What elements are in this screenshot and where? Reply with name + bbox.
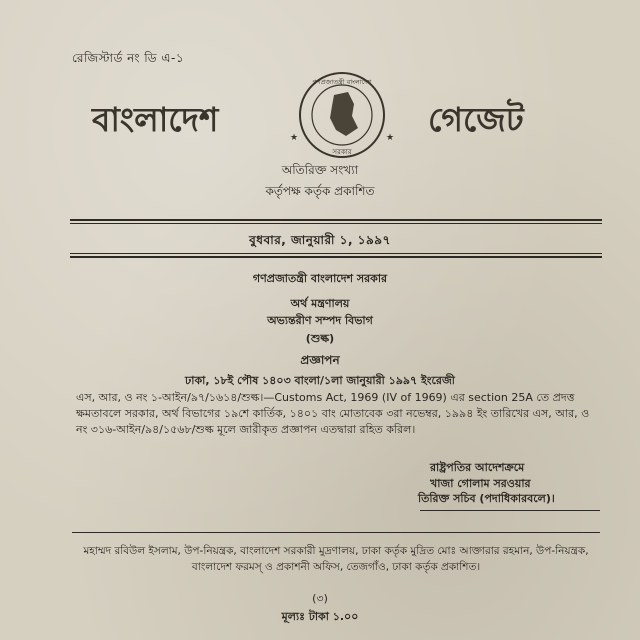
government-seal [272,70,412,160]
division-name: অভ্যন্তরীণ সম্পদ বিভাগ [267,314,373,327]
page-number: (৩) [312,592,328,605]
signature-order: রাষ্ট্রপতির আদেশক্রমে [430,461,525,474]
masthead-title-left: বাংলাদেশ [92,100,219,139]
divider [70,256,602,258]
seal-top-text: গণপ্রজাতন্ত্রী বাংলাদেশ [312,78,372,86]
divider [420,510,600,511]
divider [70,253,602,254]
government-name: গণপ্রজাতন্ত্রী বাংলাদেশ সরকার [252,272,388,285]
masthead-title-right: গেজেট [428,100,524,139]
divider [70,223,602,224]
bangladesh-map-icon [330,92,358,136]
notification-heading: প্রজ্ঞাপন [300,353,340,367]
extraordinary-label: অতিরিক্ত সংখ্যা [281,163,359,177]
notification-body: এস, আর, ও নং ১-আইন/৯৭/১৬১৪/শুল্ক।—Customs Act, 1969 (IV of 1969) এর section 25A তে প্রদত্ত ক্ষমতাবলে সরকার, অর্থ বিভাগের ১৯শে কার্তিক, ১৪০১ বাং মোতাবেক ৩রা নভেম্বর, ১৯৯৪ ইং তারিখের এস, আর, ও নং ৩১৬-আইন/৯৪/১৫৬৮/শুল্ক মূলে জারীকৃত প্রজ্ঞাপন এতদ্বারা রহিত করিল। [76,391,590,436]
printer-imprint: মহাম্মদ রবিউল ইসলাম, উপ-নিয়ন্ত্রক, বাংলাদেশ সরকারী মুদ্রণালয়, ঢাকা কর্তৃক মুদ্রিত মোঃ আক্তারার রহমান, উপ-নিয়ন্ত্রক, বাংলাদেশ ফরমস্ ও প্রকাশনী অফিস, তেজগাঁও, ঢাকা কর্তৃক প্রকাশিত। [83,545,589,573]
wing-name: (শুল্ক) [305,332,335,345]
divider [72,532,600,533]
registration-number: রেজিস্টার্ড নং ডি এ-১ [72,51,185,65]
signatory-name: খাজা গোলাম সরওয়ার [430,477,531,490]
seal-bottom-text: সরকার [332,148,352,156]
issue-date: বুধবার, জানুয়ারী ১, ১৯৯৭ [249,233,391,247]
notification-dateline: ঢাকা, ১৮ই পৌষ ১৪০৩ বাংলা/১লা জানুয়ারী ১৯৯৭ ইংরেজী [185,374,455,387]
ministry-name: অর্থ মন্ত্রণালয় [290,297,350,310]
price-label: মূল্যঃ টাকা ১.০০ [281,610,359,623]
seal-star-left: ★ [290,133,299,143]
signatory-designation: তিরিক্ত সচিব (পদাধিকারবলে)। [418,492,555,505]
seal-star-right: ★ [386,133,395,143]
divider [70,219,602,221]
published-by: কর্তৃপক্ষ কর্তৃক প্রকাশিত [265,184,375,198]
